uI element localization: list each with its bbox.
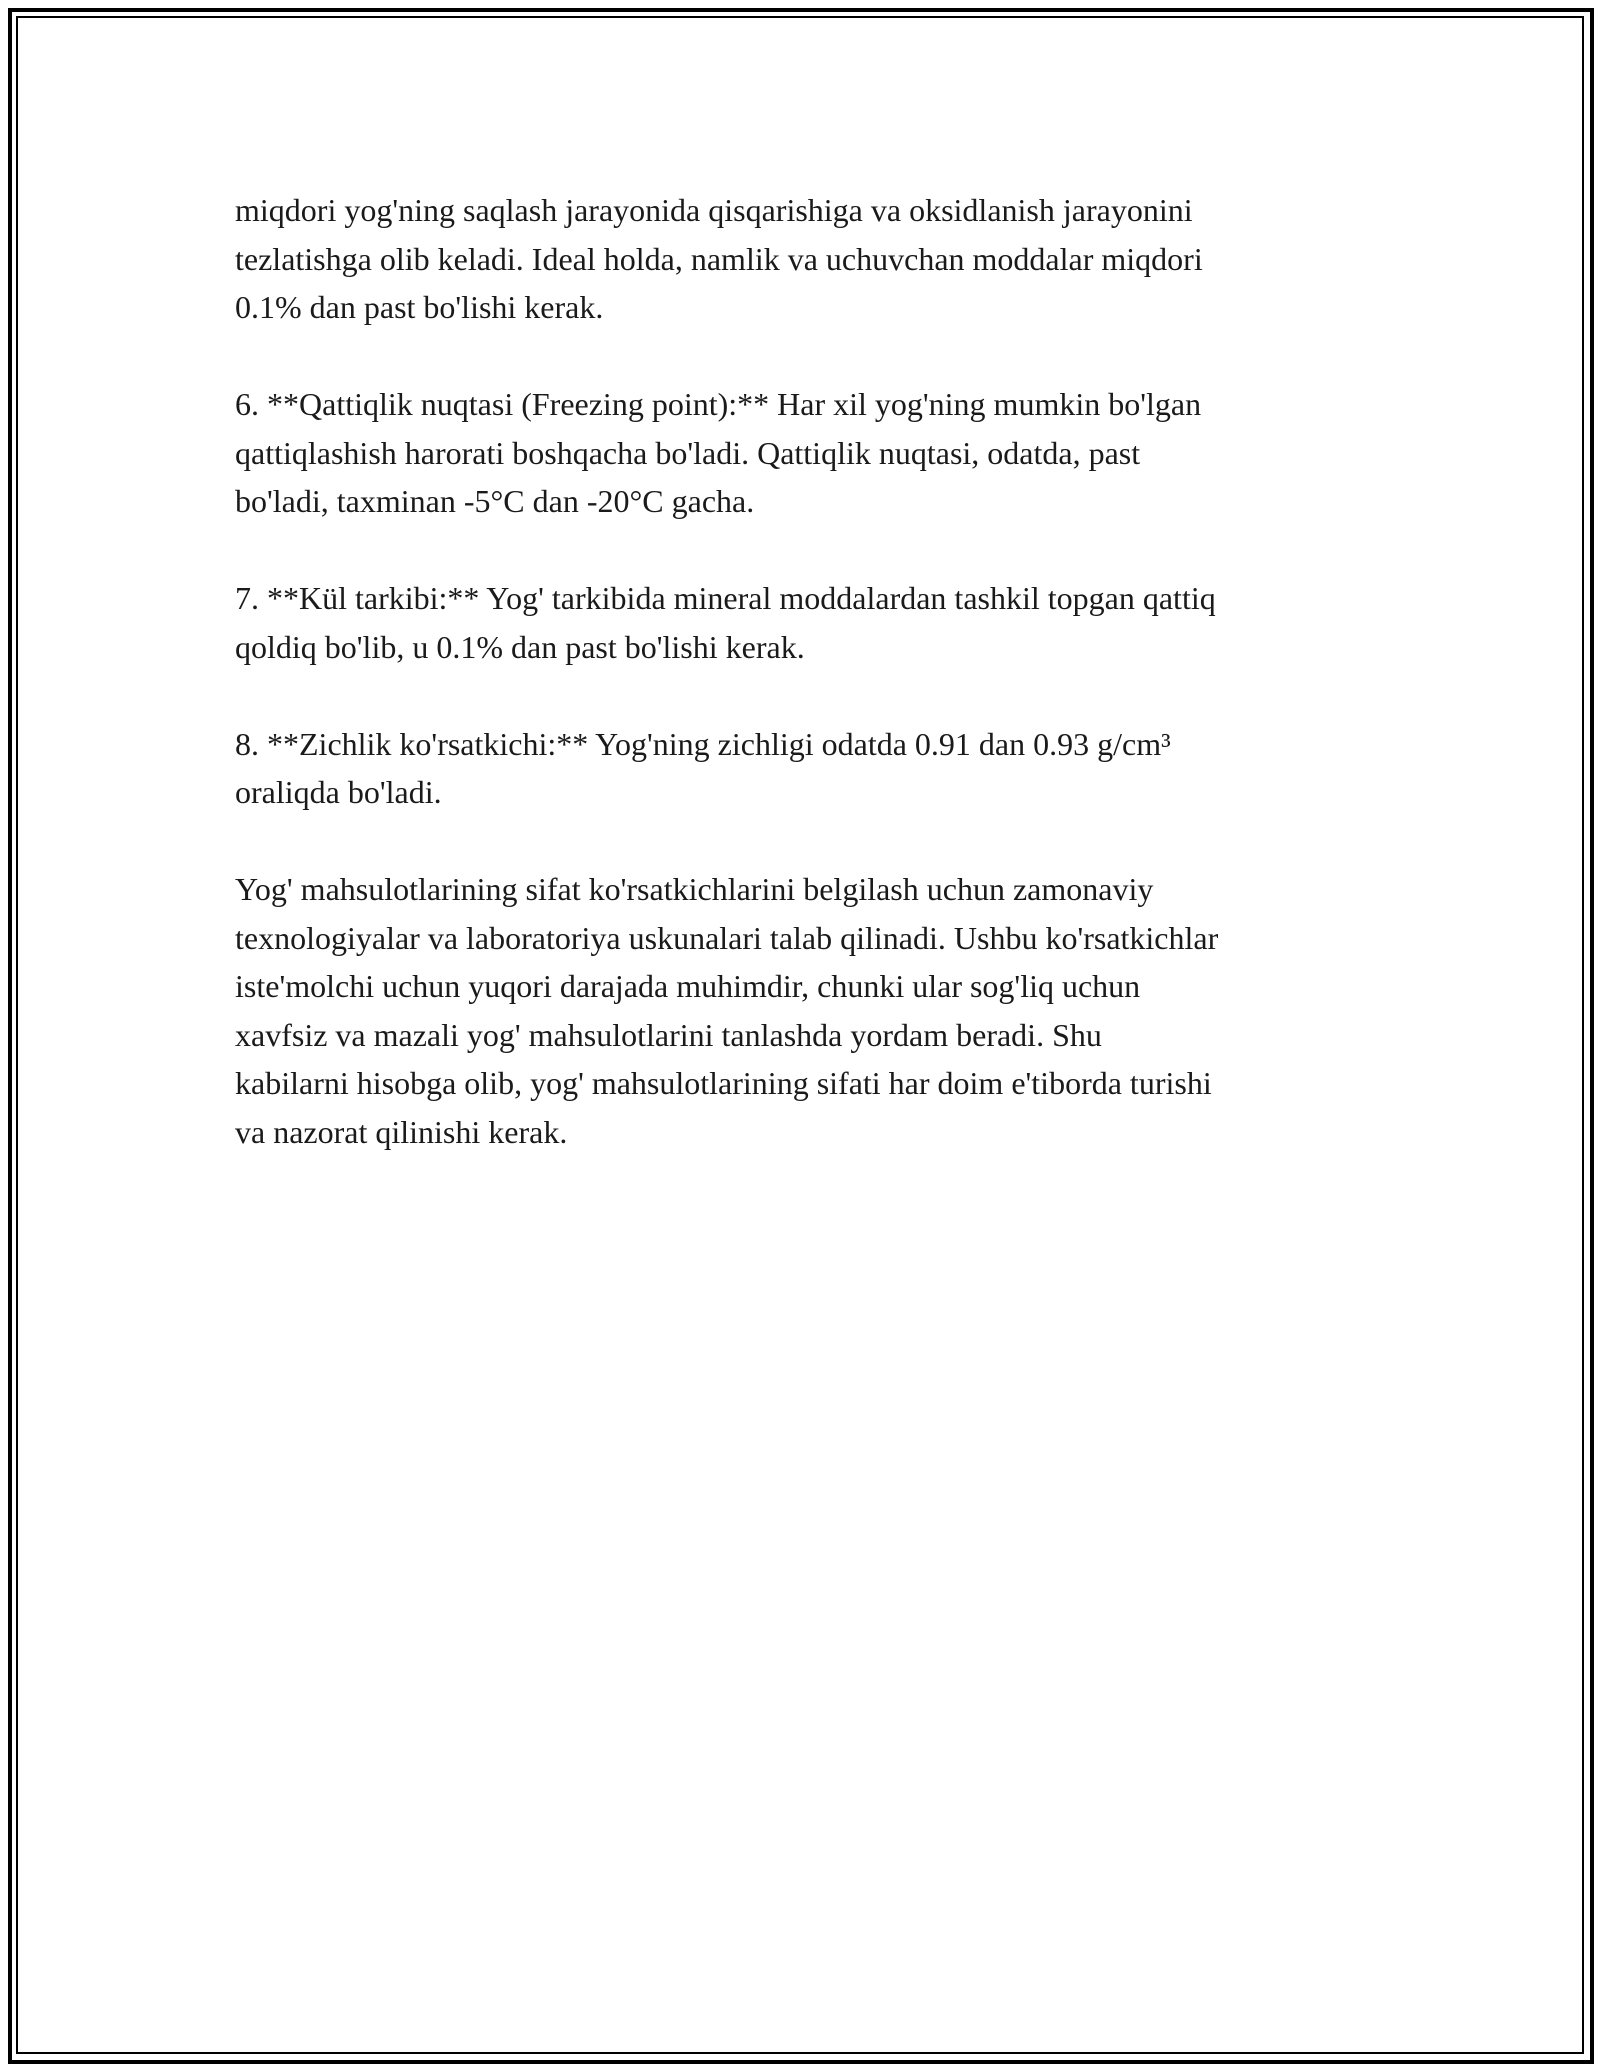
document-body bbox=[235, 186, 1375, 1205]
text-line: bo'ladi, taxminan -5°C dan -20°C gacha. bbox=[235, 483, 755, 519]
text-line: 7. **Kül tarkibi:** Yog' tarkibida mineral moddalardan tashkil topgan qattiq bbox=[235, 580, 1216, 616]
paragraph-density bbox=[235, 720, 1375, 817]
paragraph-conclusion bbox=[235, 865, 1375, 1156]
text-line: tezlatishga olib keladi. Ideal holda, namlik va uchuvchan moddalar miqdori bbox=[235, 240, 1203, 277]
text-line: xavfsiz va mazali yog' mahsulotlarini tanlashda yordam beradi. Shu bbox=[235, 1016, 1102, 1053]
text-line: miqdori yog'ning saqlash jarayonida qisqarishiga va oksidlanish jarayonini bbox=[235, 192, 1193, 228]
text-line: qattiqlashish harorati boshqacha bo'ladi. Qattiqlik nuqtasi, odatda, past bbox=[235, 434, 1141, 471]
text-line: 0.1% dan past bo'lishi kerak. bbox=[235, 289, 604, 325]
text-line: Yog' mahsulotlarining sifat ko'rsatkichlarini belgilash uchun zamonaviy bbox=[235, 871, 1154, 907]
text-line: 8. **Zichlik ko'rsatkichi:** Yog'ning zichligi odatda 0.91 dan 0.93 g/cm³ bbox=[235, 725, 1171, 762]
text-line: va nazorat qilinishi kerak. bbox=[235, 1113, 568, 1150]
text-line: iste'molchi uchun yuqori darajada muhimdir, chunki ular sog'liq uchun bbox=[235, 968, 1141, 1004]
paragraph-freezing-point bbox=[235, 380, 1375, 526]
text-line: kabilarni hisobga olib, yog' mahsulotlarining sifati har doim e'tiborda turishi bbox=[235, 1065, 1212, 1101]
text-line: oraliqda bo'ladi. bbox=[235, 774, 442, 810]
paragraph-moisture-continued bbox=[235, 186, 1375, 332]
text-line: texnologiyalar va laboratoriya uskunalari talab qilinadi. Ushbu ko'rsatkichlar bbox=[235, 919, 1219, 956]
text-line: qoldiq bo'lib, u 0.1% dan past bo'lishi kerak. bbox=[235, 628, 805, 665]
paragraph-ash-content bbox=[235, 574, 1375, 671]
text-line: 6. **Qattiqlik nuqtasi (Freezing point):** Har xil yog'ning mumkin bo'lgan bbox=[235, 386, 1202, 422]
